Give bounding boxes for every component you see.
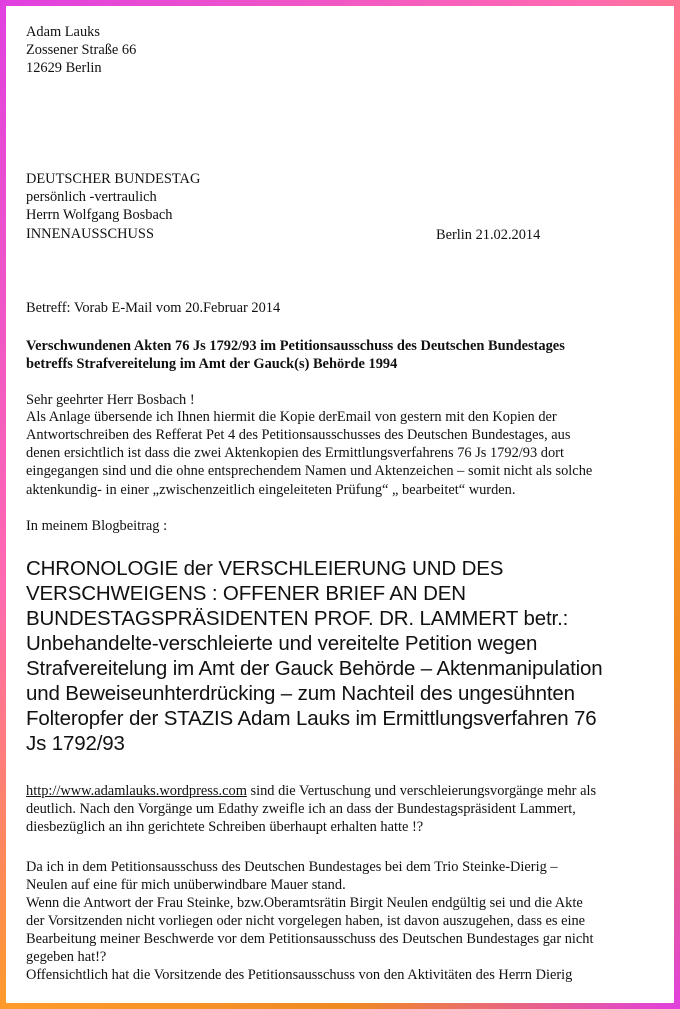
sender-street: Zossener Straße 66 bbox=[26, 42, 137, 58]
reference-line: Betreff: Vorab E-Mail vom 20.Februar 2014 bbox=[26, 300, 281, 316]
place-date: Berlin 21.02.2014 bbox=[436, 227, 541, 243]
paragraph-line-rest: sind die Vertuschung und verschleierungsvorgänge mehr als bbox=[246, 783, 597, 799]
paragraph-line: Wenn die Antwort der Frau Steinke, bzw.Oberamtsrätin Birgit Neulen endgültig sei und die Akte bbox=[26, 895, 583, 911]
paragraph-line: gegeben hat!? bbox=[26, 949, 107, 965]
paragraph-line: Neulen auf eine für mich unüberwindbare Mauer stand. bbox=[26, 877, 346, 893]
subject-line: Verschwundenen Akten 76 Js 1792/93 im Petitionsausschuss des Deutschen Bundestages bbox=[26, 338, 565, 354]
paragraph-line: Da ich in dem Petitionsausschuss des Deutschen Bundestages bei dem Trio Steinke-Dierig – bbox=[26, 859, 558, 875]
subject-line: betreffs Strafvereitelung im Amt der Gauck(s) Behörde 1994 bbox=[26, 356, 398, 372]
recipient-line-1: DEUTSCHER BUNDESTAG bbox=[26, 171, 201, 187]
paragraph-line: Offensichtlich hat die Vorsitzende des Petitionsausschuss von den Aktivitäten des Herrn Dierig bbox=[26, 967, 573, 983]
blog-title-line: VERSCHWEIGENS : OFFENER BRIEF AN DEN bbox=[26, 582, 466, 605]
blog-title-line: und Beweiseunhterdrücking – zum Nachteil des ungesühnten bbox=[26, 682, 575, 705]
blog-title-line: Strafvereitelung im Amt der Gauck Behörde – Aktenmanipulation bbox=[26, 657, 603, 680]
paragraph-line: Bearbeitung meiner Beschwerde vor dem Petitionsausschuss des Deutschen Bundestages gar nicht bbox=[26, 931, 594, 947]
blog-title-line: Folteropfer der STAZIS Adam Lauks im Ermittlungsverfahren 76 bbox=[26, 707, 597, 730]
sender-city: 12629 Berlin bbox=[26, 60, 102, 76]
blog-title-line: CHRONOLOGIE der VERSCHLEIERUNG UND DES bbox=[26, 557, 504, 580]
paragraph-line bbox=[26, 783, 596, 800]
recipient-line-3: Herrn Wolfgang Bosbach bbox=[26, 207, 173, 223]
paragraph-line: eingegangen sind und die ohne entsprechendem Namen und Aktenzeichen – somit nicht als solche bbox=[26, 463, 593, 479]
paragraph-line: Als Anlage übersende ich Ihnen hiermit die Kopie derEmail von gestern mit den Kopien der bbox=[26, 409, 557, 425]
blog-link[interactable]: http://www.adamlauks.wordpress.com bbox=[26, 783, 247, 799]
letter-page bbox=[10, 8, 670, 1001]
paragraph-line: diesbezüglich an ihn gerichtete Schreiben überhaupt erhalten hatte !? bbox=[26, 819, 424, 835]
paragraph-line: Antwortschreiben des Refferat Pet 4 des Petitionsausschusses des Deutschen Bundestages, aus bbox=[26, 427, 571, 443]
blog-title-line: Js 1792/93 bbox=[26, 732, 125, 755]
paragraph-line: der Vorsitzenden nicht vorliegen oder nicht vorgelegen haben, ist davon auszugehen, dass es eine bbox=[26, 913, 586, 929]
recipient-line-4: INNENAUSSCHUSS bbox=[26, 226, 154, 242]
blog-intro: In meinem Blogbeitrag : bbox=[26, 518, 168, 534]
recipient-line-2: persönlich -vertraulich bbox=[26, 189, 157, 205]
sender-name: Adam Lauks bbox=[26, 24, 100, 40]
paragraph-line: deutlich. Nach den Vorgänge um Edathy zweifle ich an dass der Bundestagspräsident Lammert, bbox=[26, 801, 576, 817]
salutation: Sehr geehrter Herr Bosbach ! bbox=[26, 392, 195, 408]
blog-title-line: BUNDESTAGSPRÄSIDENTEN PROF. DR. LAMMERT betr.: bbox=[26, 607, 569, 630]
paragraph-line: denen ersichtlich ist dass die zwei Aktenkopien des Ermittlungsverfahrens 76 Js 1792/93 dort bbox=[26, 445, 564, 461]
blog-title-line: Unbehandelte-verschleierte und vereitelte Petition wegen bbox=[26, 632, 538, 655]
paragraph-line: aktenkundig- in einer „zwischenzeitlich eingeleiteten Prüfung“ „ bearbeitet“ wurden. bbox=[26, 482, 516, 498]
